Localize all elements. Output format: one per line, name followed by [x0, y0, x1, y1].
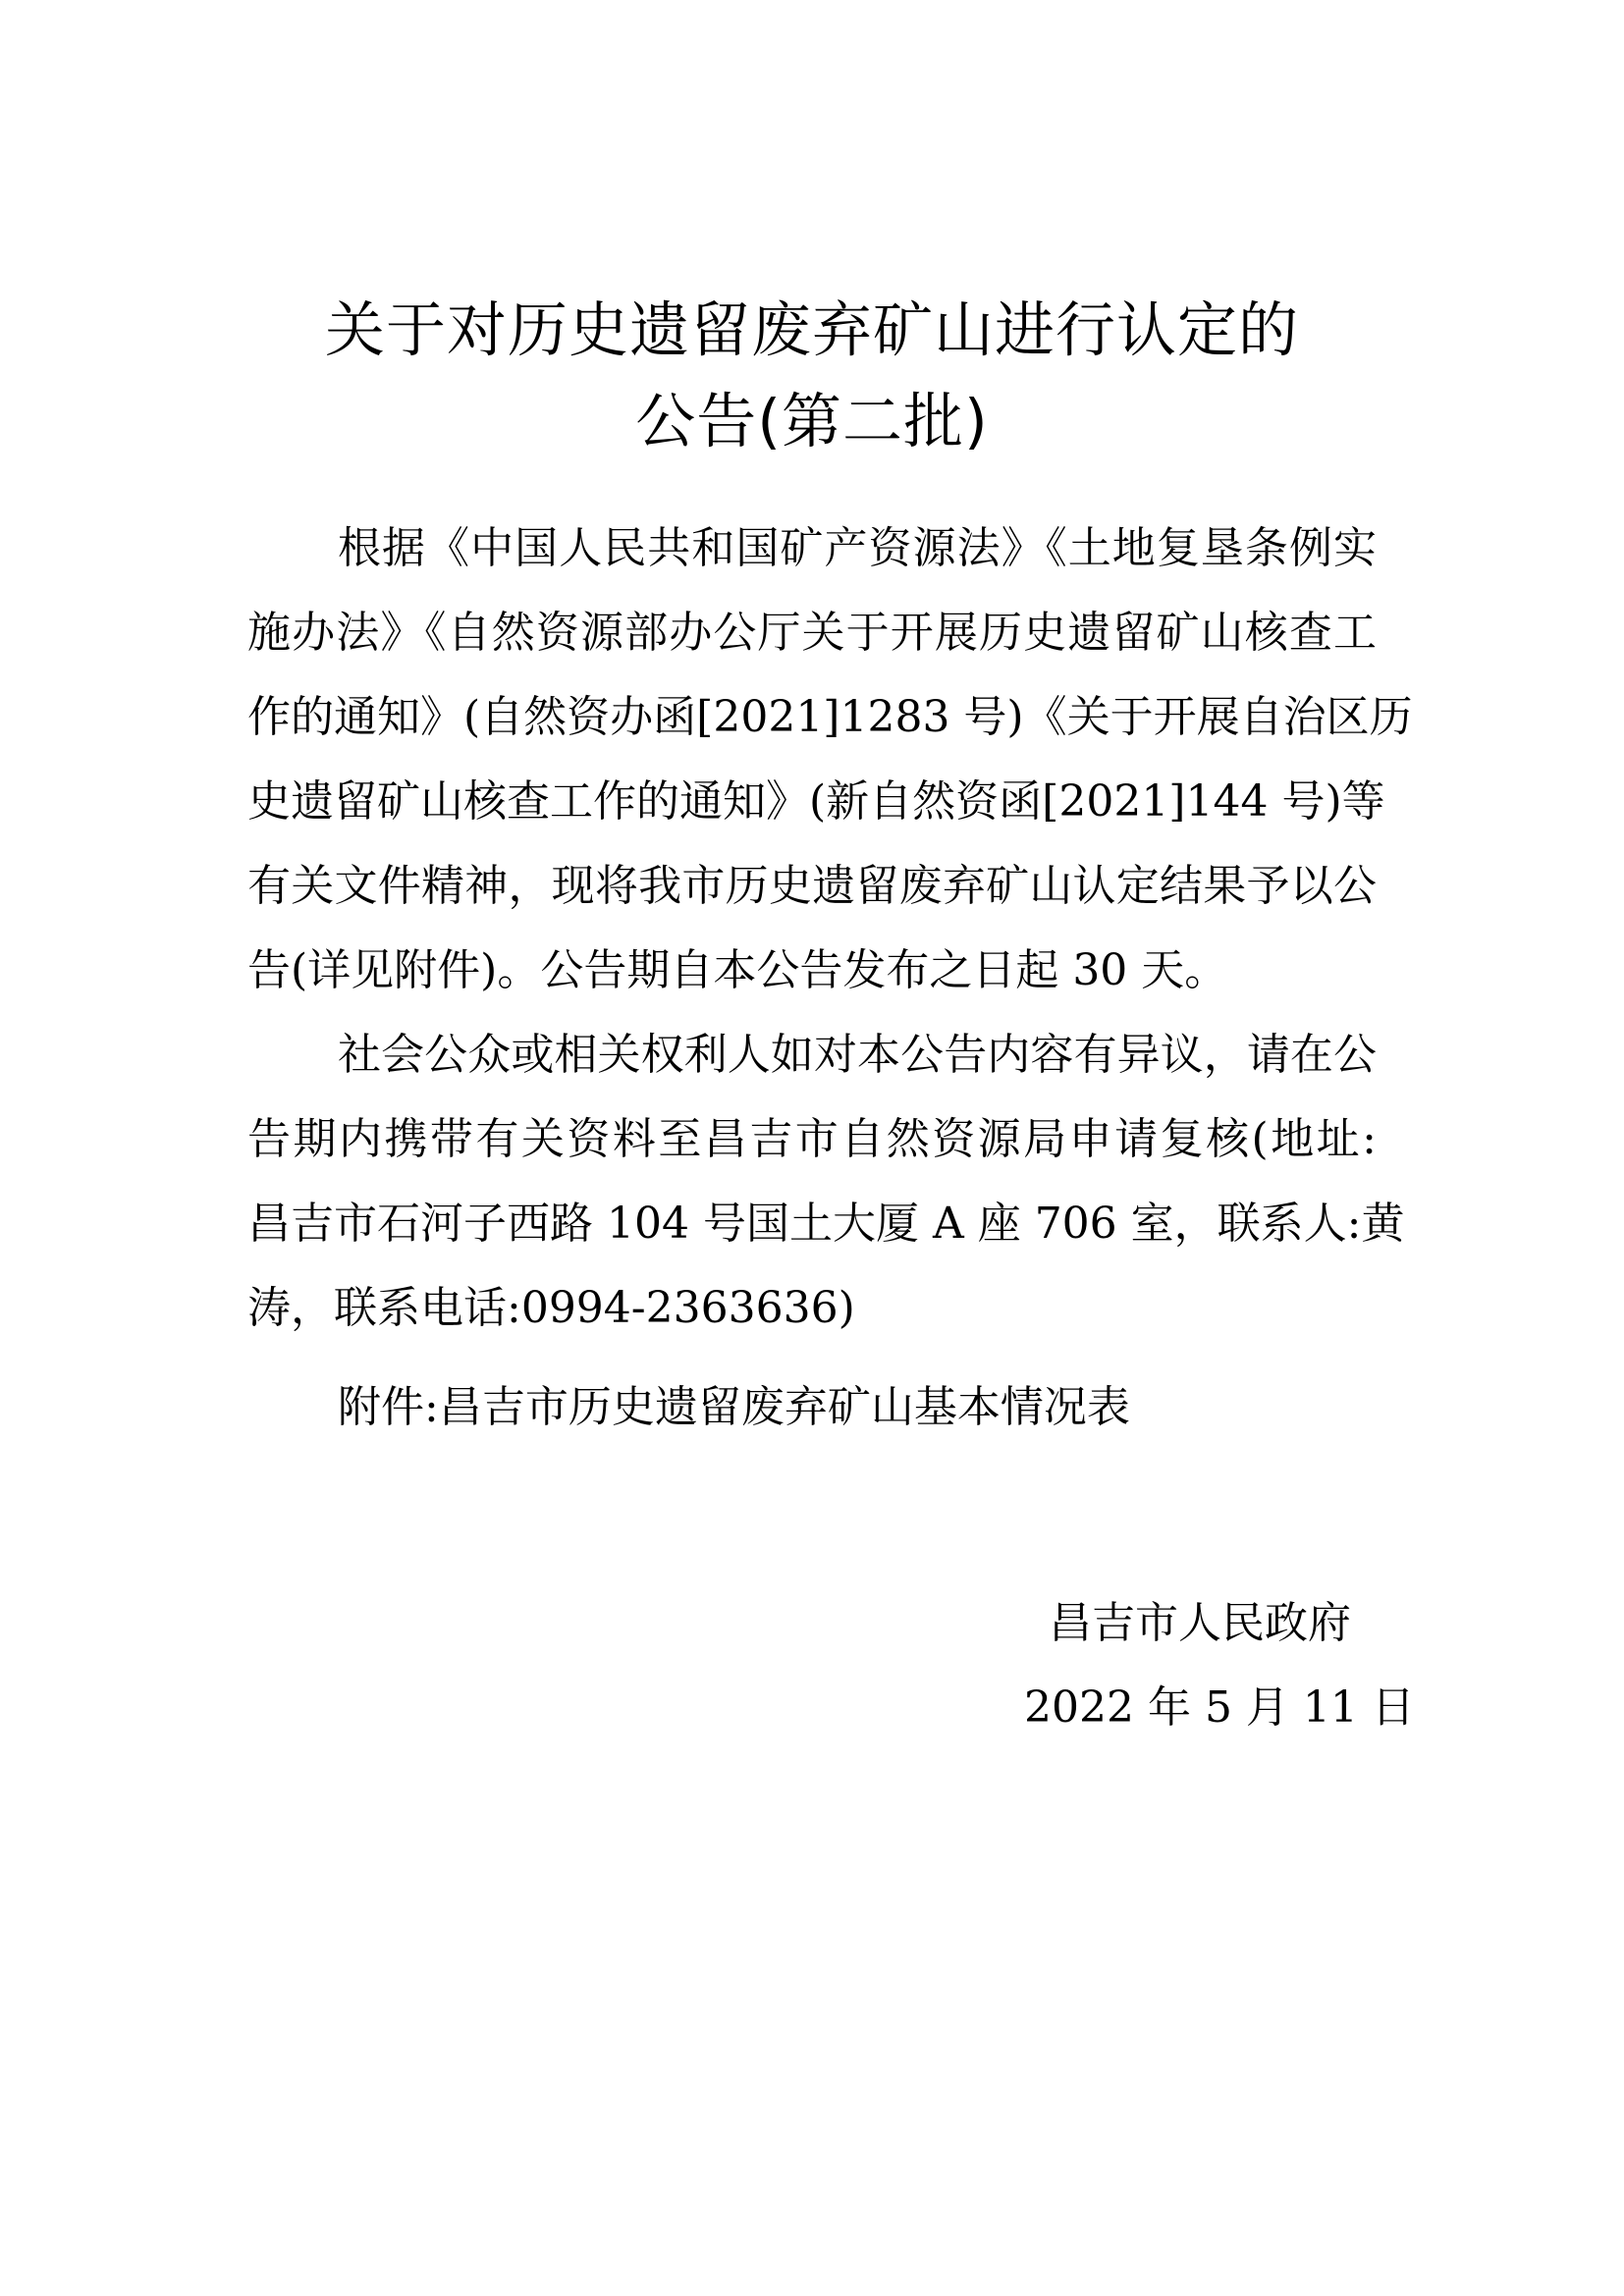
document-title-line-2: 公告(第二批) — [635, 387, 989, 456]
paragraph-1-line-6: 告(详见附件)。公告期自本公告发布之日起 30 天。 — [247, 945, 1228, 995]
issuing-organization: 昌吉市人民政府 — [1049, 1598, 1351, 1648]
paragraph-1-line-3: 作的通知》(自然资办函[2021]1283 号)《关于开展自治区历 — [247, 692, 1413, 742]
paragraph-1-line-5: 有关文件精神，现将我市历史遗留废弃矿山认定结果予以公 — [247, 861, 1377, 911]
attachment-line: 附件:昌吉市历史遗留废弃矿山基本情况表 — [338, 1382, 1130, 1432]
paragraph-2-line-3: 昌吉市石河子西路 104 号国土大厦 A 座 706 室，联系人:黄 — [247, 1199, 1405, 1249]
paragraph-1-line-2: 施办法》《自然资源部办公厅关于开展历史遗留矿山核查工 — [247, 608, 1377, 658]
paragraph-1-line-4: 史遗留矿山核查工作的通知》(新自然资函[2021]144 号)等 — [247, 776, 1385, 827]
paragraph-2-line-1: 社会公众或相关权利人如对本公告内容有异议，请在公 — [338, 1030, 1377, 1080]
paragraph-2-line-2: 告期内携带有关资料至昌吉市自然资源局申请复核(地址: — [247, 1114, 1377, 1164]
document-title-line-1: 关于对历史遗留废弃矿山进行认定的 — [324, 295, 1299, 365]
paragraph-1-line-1: 根据《中国人民共和国矿产资源法》《土地复垦条例实 — [338, 523, 1377, 573]
issue-date: 2022 年 5 月 11 日 — [1024, 1682, 1415, 1733]
paragraph-2-line-4: 涛，联系电话:0994-2363636) — [247, 1283, 855, 1333]
